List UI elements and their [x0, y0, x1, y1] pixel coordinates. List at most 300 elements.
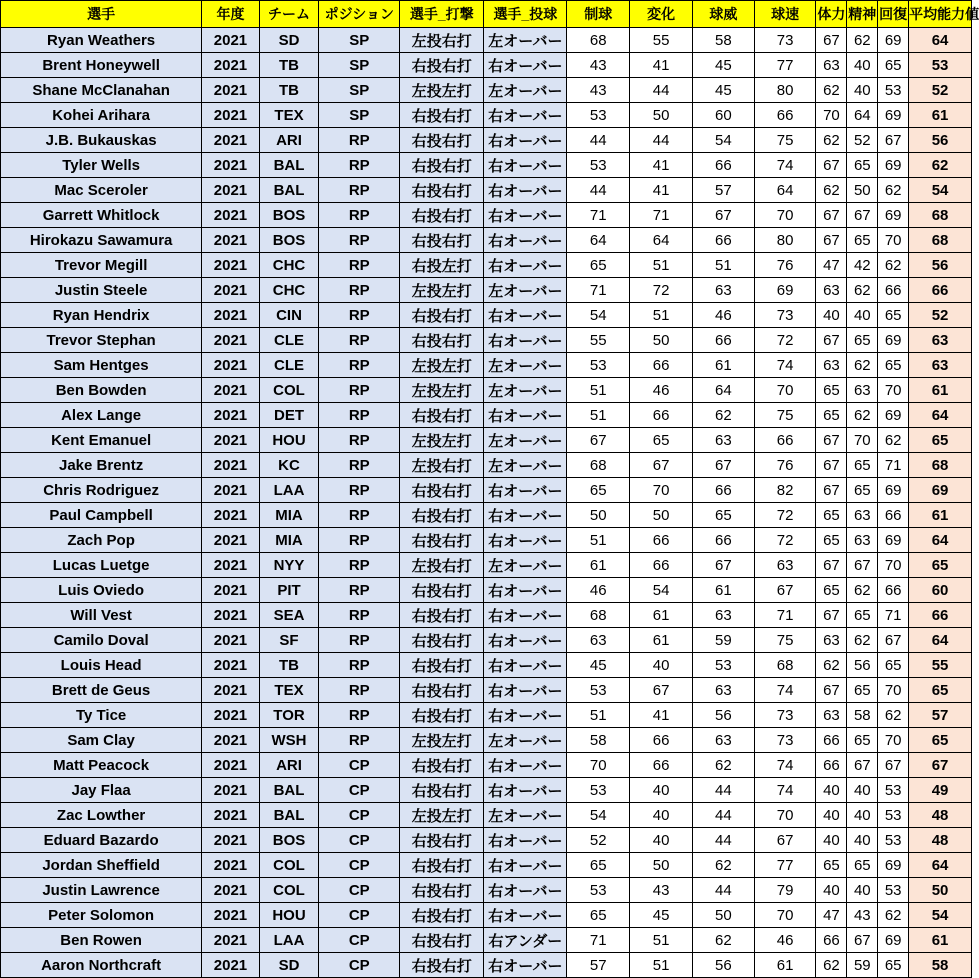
cell-position[interactable]: SP [319, 78, 400, 103]
table-row[interactable] [1, 578, 972, 603]
cell-velocity[interactable]: 75 [754, 128, 816, 153]
table-row[interactable] [1, 328, 972, 353]
cell-velocity[interactable]: 76 [754, 253, 816, 278]
cell-breaking[interactable]: 72 [630, 278, 693, 303]
cell-throws[interactable]: 右オーバー [484, 703, 567, 728]
cell-player[interactable]: Jake Brentz [1, 453, 202, 478]
cell-recovery[interactable]: 66 [878, 503, 909, 528]
cell-player[interactable]: Brent Honeywell [1, 53, 202, 78]
cell-stuff[interactable]: 63 [692, 728, 754, 753]
cell-stamina[interactable]: 67 [816, 478, 847, 503]
cell-position[interactable]: RP [319, 728, 400, 753]
cell-velocity[interactable]: 80 [754, 78, 816, 103]
cell-throws[interactable]: 右オーバー [484, 603, 567, 628]
cell-control[interactable]: 65 [567, 903, 630, 928]
cell-bats[interactable]: 左投左打 [400, 428, 484, 453]
cell-team[interactable]: TOR [259, 703, 319, 728]
cell-mental[interactable]: 65 [847, 153, 878, 178]
cell-stamina[interactable]: 67 [816, 28, 847, 53]
cell-team[interactable]: HOU [259, 428, 319, 453]
cell-control[interactable]: 61 [567, 553, 630, 578]
cell-breaking[interactable]: 41 [630, 703, 693, 728]
cell-player[interactable]: Garrett Whitlock [1, 203, 202, 228]
cell-stamina[interactable]: 63 [816, 353, 847, 378]
cell-year[interactable]: 2021 [202, 828, 259, 853]
cell-control[interactable]: 45 [567, 653, 630, 678]
table-row[interactable] [1, 903, 972, 928]
cell-position[interactable]: RP [319, 428, 400, 453]
col-header-position[interactable]: ポジション [319, 1, 400, 28]
cell-average[interactable]: 68 [909, 203, 972, 228]
cell-throws[interactable]: 右オーバー [484, 628, 567, 653]
cell-average[interactable]: 64 [909, 403, 972, 428]
cell-throws[interactable]: 右オーバー [484, 203, 567, 228]
cell-average[interactable]: 50 [909, 878, 972, 903]
cell-team[interactable]: CLE [259, 353, 319, 378]
cell-player[interactable]: Justin Lawrence [1, 878, 202, 903]
col-header-breaking[interactable]: 変化 [630, 1, 693, 28]
cell-year[interactable]: 2021 [202, 878, 259, 903]
cell-year[interactable]: 2021 [202, 653, 259, 678]
cell-control[interactable]: 71 [567, 278, 630, 303]
table-row[interactable] [1, 528, 972, 553]
cell-throws[interactable]: 右オーバー [484, 503, 567, 528]
cell-team[interactable]: NYY [259, 553, 319, 578]
cell-year[interactable]: 2021 [202, 103, 259, 128]
cell-year[interactable]: 2021 [202, 453, 259, 478]
cell-mental[interactable]: 70 [847, 428, 878, 453]
cell-recovery[interactable]: 70 [878, 728, 909, 753]
table-row[interactable] [1, 628, 972, 653]
cell-throws[interactable]: 左オーバー [484, 428, 567, 453]
cell-recovery[interactable]: 65 [878, 53, 909, 78]
cell-velocity[interactable]: 77 [754, 53, 816, 78]
cell-average[interactable]: 55 [909, 653, 972, 678]
cell-team[interactable]: TB [259, 53, 319, 78]
cell-player[interactable]: Jordan Sheffield [1, 853, 202, 878]
cell-stamina[interactable]: 67 [816, 153, 847, 178]
cell-year[interactable]: 2021 [202, 378, 259, 403]
cell-velocity[interactable]: 70 [754, 203, 816, 228]
cell-team[interactable]: ARI [259, 128, 319, 153]
cell-stuff[interactable]: 67 [692, 203, 754, 228]
cell-mental[interactable]: 65 [847, 228, 878, 253]
cell-breaking[interactable]: 46 [630, 378, 693, 403]
cell-average[interactable]: 56 [909, 128, 972, 153]
cell-position[interactable]: RP [319, 378, 400, 403]
cell-velocity[interactable]: 75 [754, 403, 816, 428]
cell-average[interactable]: 66 [909, 603, 972, 628]
cell-position[interactable]: RP [319, 253, 400, 278]
cell-player[interactable]: Ben Bowden [1, 378, 202, 403]
cell-stamina[interactable]: 40 [816, 803, 847, 828]
cell-throws[interactable]: 右オーバー [484, 478, 567, 503]
cell-breaking[interactable]: 45 [630, 903, 693, 928]
cell-stuff[interactable]: 56 [692, 953, 754, 978]
cell-year[interactable]: 2021 [202, 903, 259, 928]
cell-mental[interactable]: 40 [847, 303, 878, 328]
cell-stamina[interactable]: 40 [816, 878, 847, 903]
cell-average[interactable]: 57 [909, 703, 972, 728]
cell-control[interactable]: 68 [567, 28, 630, 53]
cell-player[interactable]: Camilo Doval [1, 628, 202, 653]
cell-velocity[interactable]: 70 [754, 378, 816, 403]
cell-stamina[interactable]: 66 [816, 728, 847, 753]
cell-throws[interactable]: 右オーバー [484, 578, 567, 603]
cell-position[interactable]: CP [319, 778, 400, 803]
table-row[interactable] [1, 503, 972, 528]
cell-bats[interactable]: 右投右打 [400, 203, 484, 228]
cell-velocity[interactable]: 74 [754, 778, 816, 803]
cell-throws[interactable]: 右オーバー [484, 253, 567, 278]
cell-stuff[interactable]: 63 [692, 678, 754, 703]
cell-control[interactable]: 43 [567, 78, 630, 103]
cell-breaking[interactable]: 66 [630, 728, 693, 753]
cell-team[interactable]: BOS [259, 228, 319, 253]
col-header-bats[interactable]: 選手_打撃 [400, 1, 484, 28]
cell-year[interactable]: 2021 [202, 853, 259, 878]
cell-stuff[interactable]: 58 [692, 28, 754, 53]
cell-player[interactable]: Zac Lowther [1, 803, 202, 828]
cell-team[interactable]: BAL [259, 778, 319, 803]
cell-recovery[interactable]: 66 [878, 578, 909, 603]
cell-position[interactable]: SP [319, 103, 400, 128]
cell-stamina[interactable]: 67 [816, 203, 847, 228]
cell-recovery[interactable]: 69 [878, 328, 909, 353]
cell-player[interactable]: Peter Solomon [1, 903, 202, 928]
cell-average[interactable]: 61 [909, 103, 972, 128]
cell-position[interactable]: RP [319, 628, 400, 653]
cell-position[interactable]: CP [319, 828, 400, 853]
cell-mental[interactable]: 52 [847, 128, 878, 153]
cell-bats[interactable]: 左投左打 [400, 728, 484, 753]
cell-year[interactable]: 2021 [202, 353, 259, 378]
cell-velocity[interactable]: 46 [754, 928, 816, 953]
cell-team[interactable]: BOS [259, 203, 319, 228]
cell-position[interactable]: RP [319, 228, 400, 253]
cell-average[interactable]: 65 [909, 678, 972, 703]
cell-breaking[interactable]: 51 [630, 303, 693, 328]
cell-average[interactable]: 64 [909, 628, 972, 653]
table-row[interactable] [1, 403, 972, 428]
cell-team[interactable]: CHC [259, 253, 319, 278]
cell-player[interactable]: Sam Hentges [1, 353, 202, 378]
cell-year[interactable]: 2021 [202, 928, 259, 953]
cell-average[interactable]: 68 [909, 453, 972, 478]
cell-team[interactable]: TEX [259, 678, 319, 703]
cell-control[interactable]: 44 [567, 178, 630, 203]
cell-recovery[interactable]: 66 [878, 278, 909, 303]
cell-control[interactable]: 52 [567, 828, 630, 853]
cell-mental[interactable]: 40 [847, 878, 878, 903]
cell-recovery[interactable]: 70 [878, 553, 909, 578]
cell-bats[interactable]: 右投右打 [400, 753, 484, 778]
cell-breaking[interactable]: 40 [630, 803, 693, 828]
cell-throws[interactable]: 右オーバー [484, 828, 567, 853]
cell-recovery[interactable]: 62 [878, 253, 909, 278]
cell-team[interactable]: LAA [259, 928, 319, 953]
cell-stamina[interactable]: 63 [816, 278, 847, 303]
cell-stuff[interactable]: 57 [692, 178, 754, 203]
cell-player[interactable]: Kent Emanuel [1, 428, 202, 453]
cell-velocity[interactable]: 67 [754, 578, 816, 603]
cell-control[interactable]: 51 [567, 528, 630, 553]
cell-breaking[interactable]: 50 [630, 103, 693, 128]
table-row[interactable] [1, 228, 972, 253]
cell-mental[interactable]: 67 [847, 553, 878, 578]
cell-stamina[interactable]: 66 [816, 753, 847, 778]
cell-stuff[interactable]: 45 [692, 78, 754, 103]
cell-throws[interactable]: 左オーバー [484, 803, 567, 828]
cell-bats[interactable]: 右投右打 [400, 903, 484, 928]
cell-stamina[interactable]: 66 [816, 928, 847, 953]
cell-velocity[interactable]: 72 [754, 328, 816, 353]
cell-year[interactable]: 2021 [202, 778, 259, 803]
cell-player[interactable]: Eduard Bazardo [1, 828, 202, 853]
cell-stuff[interactable]: 62 [692, 753, 754, 778]
col-header-recovery[interactable]: 回復 [878, 1, 909, 28]
cell-recovery[interactable]: 62 [878, 178, 909, 203]
cell-stuff[interactable]: 66 [692, 153, 754, 178]
cell-year[interactable]: 2021 [202, 628, 259, 653]
cell-team[interactable]: BAL [259, 178, 319, 203]
cell-breaking[interactable]: 67 [630, 453, 693, 478]
cell-player[interactable]: Luis Oviedo [1, 578, 202, 603]
cell-stuff[interactable]: 59 [692, 628, 754, 653]
cell-recovery[interactable]: 53 [878, 78, 909, 103]
cell-bats[interactable]: 左投左打 [400, 278, 484, 303]
cell-bats[interactable]: 左投左打 [400, 78, 484, 103]
cell-breaking[interactable]: 41 [630, 153, 693, 178]
col-header-player[interactable]: 選手 [1, 1, 202, 28]
cell-mental[interactable]: 63 [847, 503, 878, 528]
cell-average[interactable]: 52 [909, 78, 972, 103]
cell-control[interactable]: 43 [567, 53, 630, 78]
cell-stamina[interactable]: 47 [816, 253, 847, 278]
cell-throws[interactable]: 右オーバー [484, 178, 567, 203]
cell-velocity[interactable]: 69 [754, 278, 816, 303]
cell-position[interactable]: CP [319, 753, 400, 778]
cell-player[interactable]: Mac Sceroler [1, 178, 202, 203]
cell-player[interactable]: Tyler Wells [1, 153, 202, 178]
cell-stuff[interactable]: 67 [692, 453, 754, 478]
cell-control[interactable]: 65 [567, 253, 630, 278]
cell-throws[interactable]: 右オーバー [484, 878, 567, 903]
cell-recovery[interactable]: 65 [878, 953, 909, 978]
cell-stuff[interactable]: 56 [692, 703, 754, 728]
cell-average[interactable]: 67 [909, 753, 972, 778]
cell-position[interactable]: CP [319, 928, 400, 953]
cell-player[interactable]: J.B. Bukauskas [1, 128, 202, 153]
cell-bats[interactable]: 右投右打 [400, 953, 484, 978]
cell-bats[interactable]: 右投右打 [400, 103, 484, 128]
cell-recovery[interactable]: 69 [878, 478, 909, 503]
cell-stuff[interactable]: 50 [692, 903, 754, 928]
cell-throws[interactable]: 左オーバー [484, 28, 567, 53]
cell-recovery[interactable]: 70 [878, 678, 909, 703]
cell-year[interactable]: 2021 [202, 503, 259, 528]
cell-mental[interactable]: 42 [847, 253, 878, 278]
cell-bats[interactable]: 右投右打 [400, 178, 484, 203]
cell-velocity[interactable]: 64 [754, 178, 816, 203]
cell-breaking[interactable]: 44 [630, 78, 693, 103]
cell-stamina[interactable]: 63 [816, 53, 847, 78]
cell-throws[interactable]: 右オーバー [484, 103, 567, 128]
cell-control[interactable]: 64 [567, 228, 630, 253]
cell-average[interactable]: 61 [909, 928, 972, 953]
cell-mental[interactable]: 65 [847, 603, 878, 628]
cell-throws[interactable]: 左オーバー [484, 378, 567, 403]
cell-mental[interactable]: 67 [847, 753, 878, 778]
cell-throws[interactable]: 左オーバー [484, 78, 567, 103]
cell-throws[interactable]: 右オーバー [484, 403, 567, 428]
cell-position[interactable]: RP [319, 403, 400, 428]
cell-throws[interactable]: 右オーバー [484, 903, 567, 928]
cell-breaking[interactable]: 61 [630, 603, 693, 628]
cell-breaking[interactable]: 40 [630, 778, 693, 803]
cell-velocity[interactable]: 74 [754, 353, 816, 378]
table-row[interactable] [1, 303, 972, 328]
table-row[interactable] [1, 753, 972, 778]
cell-year[interactable]: 2021 [202, 728, 259, 753]
cell-recovery[interactable]: 69 [878, 153, 909, 178]
cell-bats[interactable]: 左投右打 [400, 453, 484, 478]
cell-stamina[interactable]: 65 [816, 403, 847, 428]
cell-bats[interactable]: 右投左打 [400, 253, 484, 278]
cell-year[interactable]: 2021 [202, 178, 259, 203]
cell-position[interactable]: RP [319, 203, 400, 228]
cell-recovery[interactable]: 53 [878, 778, 909, 803]
table-row[interactable] [1, 28, 972, 53]
cell-team[interactable]: HOU [259, 903, 319, 928]
cell-bats[interactable]: 右投右打 [400, 828, 484, 853]
cell-stamina[interactable]: 70 [816, 103, 847, 128]
cell-player[interactable]: Jay Flaa [1, 778, 202, 803]
cell-velocity[interactable]: 66 [754, 103, 816, 128]
cell-breaking[interactable]: 67 [630, 678, 693, 703]
cell-bats[interactable]: 左投左打 [400, 378, 484, 403]
cell-team[interactable]: SD [259, 28, 319, 53]
cell-recovery[interactable]: 69 [878, 103, 909, 128]
cell-mental[interactable]: 62 [847, 278, 878, 303]
cell-throws[interactable]: 右オーバー [484, 778, 567, 803]
cell-stuff[interactable]: 54 [692, 128, 754, 153]
cell-year[interactable]: 2021 [202, 128, 259, 153]
cell-velocity[interactable]: 73 [754, 28, 816, 53]
cell-recovery[interactable]: 65 [878, 303, 909, 328]
cell-throws[interactable]: 右アンダー [484, 928, 567, 953]
cell-throws[interactable]: 右オーバー [484, 528, 567, 553]
cell-control[interactable]: 44 [567, 128, 630, 153]
cell-player[interactable]: Hirokazu Sawamura [1, 228, 202, 253]
cell-stamina[interactable]: 63 [816, 628, 847, 653]
cell-mental[interactable]: 65 [847, 328, 878, 353]
cell-stuff[interactable]: 63 [692, 428, 754, 453]
cell-mental[interactable]: 65 [847, 728, 878, 753]
cell-stamina[interactable]: 62 [816, 953, 847, 978]
cell-average[interactable]: 68 [909, 228, 972, 253]
cell-control[interactable]: 53 [567, 878, 630, 903]
cell-team[interactable]: LAA [259, 478, 319, 503]
cell-bats[interactable]: 右投右打 [400, 228, 484, 253]
cell-team[interactable]: SEA [259, 603, 319, 628]
cell-average[interactable]: 63 [909, 328, 972, 353]
cell-bats[interactable]: 右投右打 [400, 403, 484, 428]
cell-recovery[interactable]: 65 [878, 353, 909, 378]
cell-velocity[interactable]: 67 [754, 828, 816, 853]
cell-stuff[interactable]: 62 [692, 928, 754, 953]
cell-throws[interactable]: 右オーバー [484, 753, 567, 778]
cell-player[interactable]: Chris Rodriguez [1, 478, 202, 503]
cell-throws[interactable]: 右オーバー [484, 153, 567, 178]
cell-velocity[interactable]: 63 [754, 553, 816, 578]
cell-stamina[interactable]: 65 [816, 378, 847, 403]
cell-velocity[interactable]: 82 [754, 478, 816, 503]
col-header-team[interactable]: チーム [259, 1, 319, 28]
cell-control[interactable]: 55 [567, 328, 630, 353]
cell-stamina[interactable]: 67 [816, 228, 847, 253]
cell-mental[interactable]: 63 [847, 528, 878, 553]
cell-throws[interactable]: 右オーバー [484, 128, 567, 153]
cell-mental[interactable]: 62 [847, 578, 878, 603]
col-header-throws[interactable]: 選手_投球 [484, 1, 567, 28]
cell-average[interactable]: 65 [909, 728, 972, 753]
cell-average[interactable]: 64 [909, 853, 972, 878]
cell-player[interactable]: Sam Clay [1, 728, 202, 753]
cell-bats[interactable]: 右投右打 [400, 603, 484, 628]
table-row[interactable] [1, 878, 972, 903]
cell-breaking[interactable]: 55 [630, 28, 693, 53]
cell-breaking[interactable]: 61 [630, 628, 693, 653]
cell-player[interactable]: Alex Lange [1, 403, 202, 428]
cell-breaking[interactable]: 51 [630, 953, 693, 978]
cell-throws[interactable]: 右オーバー [484, 853, 567, 878]
table-row[interactable] [1, 428, 972, 453]
cell-mental[interactable]: 43 [847, 903, 878, 928]
cell-player[interactable]: Matt Peacock [1, 753, 202, 778]
cell-average[interactable]: 53 [909, 53, 972, 78]
cell-average[interactable]: 62 [909, 153, 972, 178]
table-row[interactable] [1, 378, 972, 403]
cell-velocity[interactable]: 79 [754, 878, 816, 903]
cell-average[interactable]: 48 [909, 828, 972, 853]
cell-average[interactable]: 61 [909, 378, 972, 403]
cell-velocity[interactable]: 73 [754, 703, 816, 728]
cell-velocity[interactable]: 76 [754, 453, 816, 478]
col-header-stamina[interactable]: 体力 [816, 1, 847, 28]
cell-velocity[interactable]: 80 [754, 228, 816, 253]
cell-bats[interactable]: 右投右打 [400, 678, 484, 703]
cell-breaking[interactable]: 66 [630, 753, 693, 778]
cell-control[interactable]: 53 [567, 153, 630, 178]
cell-position[interactable]: RP [319, 153, 400, 178]
cell-position[interactable]: RP [319, 703, 400, 728]
cell-position[interactable]: RP [319, 578, 400, 603]
table-row[interactable] [1, 153, 972, 178]
cell-year[interactable]: 2021 [202, 278, 259, 303]
cell-team[interactable]: DET [259, 403, 319, 428]
cell-throws[interactable]: 右オーバー [484, 678, 567, 703]
cell-recovery[interactable]: 71 [878, 603, 909, 628]
cell-stamina[interactable]: 40 [816, 303, 847, 328]
cell-velocity[interactable]: 70 [754, 903, 816, 928]
cell-breaking[interactable]: 43 [630, 878, 693, 903]
cell-recovery[interactable]: 62 [878, 428, 909, 453]
cell-bats[interactable]: 左投左打 [400, 803, 484, 828]
cell-throws[interactable]: 右オーバー [484, 303, 567, 328]
cell-year[interactable]: 2021 [202, 228, 259, 253]
cell-player[interactable]: Louis Head [1, 653, 202, 678]
